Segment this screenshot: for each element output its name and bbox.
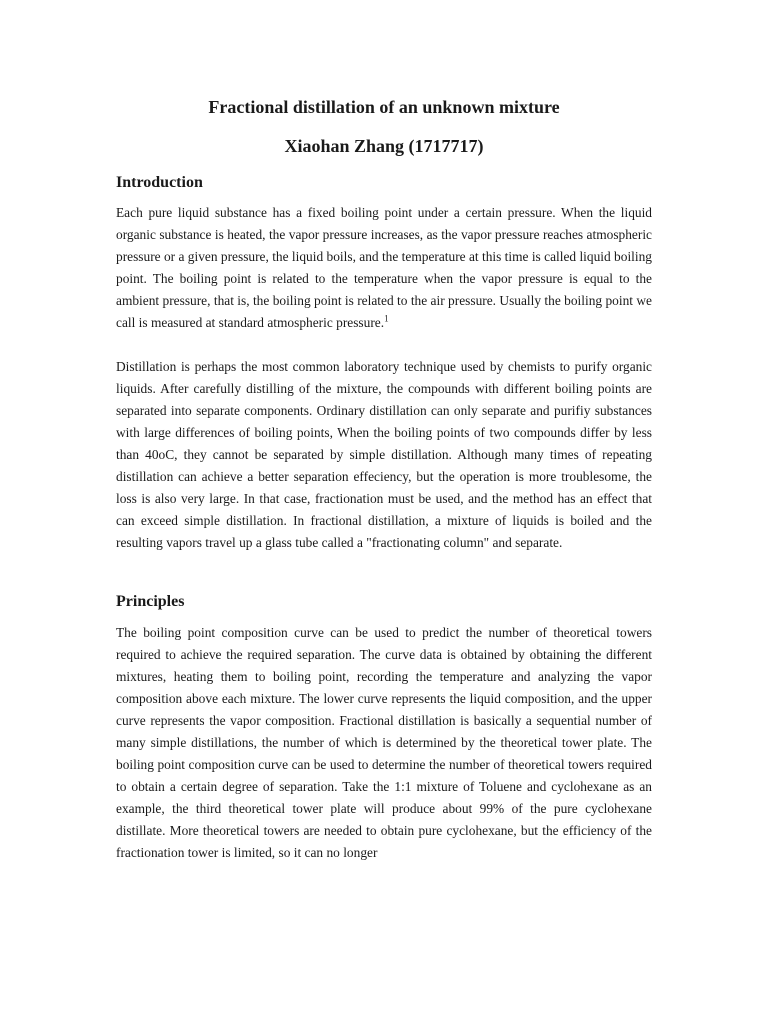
paragraph-text: Each pure liquid substance has a fixed boiling point under a certain pressure. When the liquid organic substance is heated, the vapor pressure increases, as the vapor pressure reaches atmospheric pressure or a given pressure, the liquid boils, and the temperature at this time is called liquid boiling point. The boiling point is related to the temperature when the vapor pressure is equal to the ambient pressure, that is, the boiling point is related to the air pressure. Usually the boiling point we call is measured at standard atmospheric pressure. [116,205,652,330]
paragraph-introduction-2: Distillation is perhaps the most common laboratory technique used by chemists to purify organic liquids. After carefully distilling of the mixture, the compounds with different boiling points are separated into separate components. Ordinary distillation can only separate and purifiy substances with large differences of boiling points, When the boiling points of two compounds differ by less than 40oC, they cannot be separated by simple distillation. Although many times of repeating distillation can achieve a better separation effeciency, but the operation is more troublesome, the loss is also very large. In that case, fractionation must be used, and the method has an effect that can exceed simple distillation. In fractional distillation, a mixture of liquids is boiled and the resulting vapors travel up a glass tube called a "fractionating column" and separate. [116,359,652,550]
paragraph-principles-1: The boiling point composition curve can be used to predict the number of theoretical towers required to achieve the required separation. The curve data is obtained by obtaining the different mixtures, heating them to boiling point, recording the temperature and analyzing the vapor composition above each mixture. The lower curve represents the liquid composition, and the upper curve represents the vapor composition. Fractional distillation is basically a sequential number of many simple distillations, the number of which is determined by the theoretical tower plate. The boiling point composition curve can be used to determine the number of theoretical towers required to obtain a certain degree of separation. Take the 1:1 mixture of Toluene and cyclohexane as an example, the third theoretical tower plate will produce about 99% of the pure cyclohexane distillate. More theoretical towers are needed to obtain pure cyclohexane, but the efficiency of the fractionation tower is limited, so it can no longer [116,625,652,860]
footnote-marker[interactable]: 1 [384,313,389,324]
paragraph-introduction-1 [116,202,652,334]
author-line: Xiaohan Zhang (1717717) [284,136,484,156]
document-body [116,93,652,864]
document-title: Fractional distillation of an unknown mixture [208,97,560,117]
section-heading-introduction: Introduction [116,174,203,191]
section-heading-principles: Principles [116,593,185,610]
